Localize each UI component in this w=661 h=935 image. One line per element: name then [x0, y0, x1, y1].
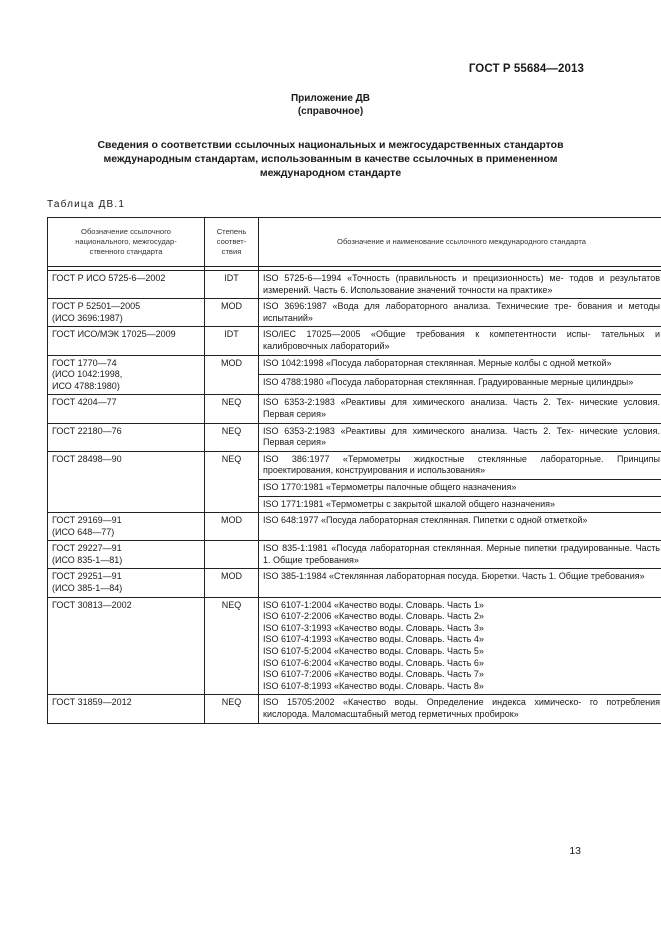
- national-standard-line: ГОСТ 29227—91: [52, 543, 122, 554]
- header-line: Степень: [216, 227, 247, 236]
- national-standard-line: ГОСТ 4204—77: [52, 397, 117, 408]
- cell-national-standard: [48, 355, 205, 395]
- standard-code: ГОСТ Р 55684—2013: [468, 63, 584, 75]
- cell-international-standard: [259, 395, 661, 423]
- international-standard-text: ISO 4788:1980 «Посуда лабораторная стеклянная. Градуированные: [263, 377, 549, 388]
- table-row: [48, 299, 661, 327]
- international-standard-text: нические условия. Первая серия»: [263, 425, 660, 448]
- cell-degree: NEQ: [205, 597, 259, 695]
- appendix-subtitle: (справочное): [297, 106, 364, 117]
- section-title: [60, 138, 601, 180]
- national-standard-line: ГОСТ 28498—90: [52, 453, 122, 464]
- cell-national-standard: [48, 569, 205, 597]
- international-standard-text: точности на практике»: [458, 284, 553, 295]
- international-standard-text: Часть 1. Общие требования»: [521, 571, 645, 582]
- national-standard-line: ГОСТ 22180—76: [52, 425, 122, 436]
- table-caption: Таблица ДВ.1: [47, 199, 126, 210]
- cell-international-standard: [259, 541, 661, 569]
- national-standard-line: ИСО 4788:1980): [52, 380, 120, 391]
- cell-national-standard: [48, 513, 205, 541]
- cell-international-standard: [259, 513, 661, 541]
- international-standard-text: тодов и результатов измерений. Часть 6. Использование значений: [263, 273, 660, 295]
- header-line: Обозначение ссылочного: [81, 227, 171, 236]
- international-standard-text: ISO 1771:1981 «Термометры с закрытой шкалой общего назначения»: [263, 498, 555, 509]
- cell-international-standard: [259, 271, 661, 299]
- international-standard-text: одной меткой»: [549, 357, 612, 368]
- header-line: ствия: [221, 247, 242, 256]
- international-standard-text: пробирок»: [474, 709, 519, 719]
- international-standard-text: ISO 1770:1981 «Термометры палочные общего назначения»: [263, 481, 517, 492]
- section-title-line: международным стандартам, использованным в качестве ссылочных в примененном: [103, 153, 558, 165]
- header-line: ственного стандарта: [89, 247, 163, 256]
- cell-international-standard: [259, 355, 661, 375]
- cell-degree: MOD: [205, 513, 259, 541]
- national-standard-line: ГОСТ 29169—91: [52, 515, 122, 526]
- international-standard-text: ISO 6107-5:2004 «Качество воды. Словарь. Часть 5»: [263, 646, 484, 657]
- national-standard-line: (ИСО 648—77): [52, 526, 115, 537]
- international-standard-text: ISO 6107-7:2006 «Качество воды. Словарь. Часть 7»: [263, 669, 484, 680]
- cell-international-standard: [259, 375, 661, 395]
- national-standard-line: (ИСО 385-1—84): [52, 583, 123, 594]
- international-standard-text: градуированные. Часть 1. Общие требования»: [263, 543, 660, 565]
- national-standard-line: ГОСТ Р ИСО 5725-6—2002: [52, 273, 166, 283]
- cell-international-standard: [259, 597, 661, 695]
- cell-degree: NEQ: [205, 395, 259, 423]
- international-standard-text: ISO 648:1977 «Посуда лабораторная стеклянная. Пипетки с одной: [263, 515, 542, 526]
- section-title-line: международном стандарте: [259, 167, 402, 179]
- cell-degree: MOD: [205, 355, 259, 395]
- international-standard-text: отметкой»: [544, 515, 588, 526]
- cell-international-standard: [259, 569, 661, 597]
- cell-national-standard: [48, 695, 205, 723]
- table-row: [48, 327, 661, 355]
- header-line: национального, межгосудар-: [75, 237, 177, 246]
- cell-degree: [205, 541, 259, 569]
- table-row: [48, 541, 661, 569]
- cell-national-standard: [48, 451, 205, 512]
- international-standard-text: ISO 15705:2002 «Качество воды. Определение индекса химическо-: [263, 697, 582, 708]
- appendix-title: Приложение ДВ: [290, 93, 371, 104]
- international-standard-text: ISO 6107-6:2004 «Качество воды. Словарь. Часть 6»: [263, 657, 484, 668]
- cell-degree: MOD: [205, 569, 259, 597]
- table-row: [48, 695, 661, 723]
- cell-international-standard: [259, 451, 661, 479]
- national-standard-line: (ИСО 3696:1987): [52, 312, 123, 323]
- cell-international-standard: [259, 327, 661, 355]
- cell-degree: NEQ: [205, 423, 259, 451]
- cell-international-standard: [259, 695, 661, 723]
- table-body: [48, 271, 661, 724]
- international-standard-text: ISO 386:1977 «Термометры жидкостные стеклянные лабораторные.: [263, 453, 604, 464]
- header-national: [48, 218, 205, 267]
- cell-national-standard: [48, 327, 205, 355]
- international-standard-text: ISO/IEC 17025—2005 «Общие требования к компетентности испы-: [263, 329, 591, 340]
- cell-international-standard: [259, 423, 661, 451]
- international-standard-text: ISO 5725-6—1994 «Точность (правильность и прецизионность) ме-: [263, 273, 564, 283]
- national-standard-line: (ИСО 1042:1998,: [52, 369, 123, 380]
- international-standard-text: тательных и калибровочных лабораторий»: [263, 329, 660, 351]
- cell-national-standard: [48, 271, 205, 299]
- international-standard-text: ISO 6107-8:1993 «Качество воды. Словарь. Часть 8»: [263, 680, 484, 691]
- international-standard-text: ISO 835-1:1981 «Посуда лабораторная стеклянная. Мерные пипетки: [263, 543, 557, 554]
- national-standard-line: ГОСТ 29251—91: [52, 571, 122, 582]
- cell-national-standard: [48, 395, 205, 423]
- cell-international-standard: [259, 479, 661, 496]
- table-row: [48, 271, 661, 299]
- national-standard-line: ГОСТ ИСО/МЭК 17025—2009: [52, 329, 176, 340]
- international-standard-text: мерные цилиндры»: [550, 377, 634, 388]
- header-line: соответ-: [216, 237, 247, 246]
- table-row: [48, 569, 661, 597]
- cell-degree: MOD: [205, 299, 259, 327]
- table-row: [48, 355, 661, 375]
- national-standard-line: (ИСО 835-1—81): [52, 554, 123, 565]
- international-standard-text: бования и методы испытаний»: [263, 301, 660, 323]
- international-standard-text: ISO 385-1:1984 «Стеклянная лабораторная посуда. Бюретки.: [263, 571, 520, 582]
- header-international: Обозначение и наименование ссылочного международного стандарта: [259, 218, 661, 267]
- national-standard-line: ГОСТ 30813—2002: [52, 599, 132, 610]
- cell-degree: IDT: [205, 271, 259, 299]
- table-row: [48, 597, 661, 695]
- header-degree: [205, 218, 259, 267]
- international-standard-text: ISO 3696:1987 «Вода для лабораторного анализа. Технические тре-: [263, 301, 572, 312]
- cell-degree: NEQ: [205, 695, 259, 723]
- national-standard-line: ГОСТ Р 52501—2005: [52, 301, 141, 312]
- international-standard-text: Принципы проектирования, конструирования и использования»: [263, 453, 660, 476]
- cell-national-standard: [48, 597, 205, 695]
- international-standard-text: нические условия. Первая серия»: [263, 397, 660, 419]
- cell-degree: IDT: [205, 327, 259, 355]
- international-standard-text: ISO 1042:1998 «Посуда лабораторная стеклянная. Мерные колбы с: [263, 357, 548, 368]
- cell-international-standard: [259, 496, 661, 513]
- international-standard-text: ISO 6107-1:2004 «Качество воды. Словарь. Часть 1»: [263, 599, 484, 610]
- international-standard-text: ISO 6353-2:1983 «Реактивы для химического анализа. Часть 2. Тех-: [263, 425, 574, 436]
- international-standard-text: ISO 6107-4:1993 «Качество воды. Словарь. Часть 4»: [263, 634, 484, 645]
- table-row: [48, 451, 661, 479]
- table-row: [48, 513, 661, 541]
- table-header-row: [48, 218, 661, 267]
- cell-degree: NEQ: [205, 451, 259, 512]
- correspondence-table: [47, 217, 661, 724]
- international-standard-text: ISO 6107-2:2006 «Качество воды. Словарь. Часть 2»: [263, 611, 484, 622]
- national-standard-line: ГОСТ 1770—74: [52, 357, 117, 368]
- appendix-heading: [0, 92, 661, 118]
- international-standard-text: ISO 6107-3:1993 «Качество воды. Словарь. Часть 3»: [263, 622, 484, 633]
- page-number: 13: [569, 845, 581, 857]
- cell-international-standard: [259, 299, 661, 327]
- cell-national-standard: [48, 299, 205, 327]
- international-standard-text: го потребления кислорода. Маломасштабный метод герметичных: [263, 697, 660, 719]
- national-standard-line: ГОСТ 31859—2012: [52, 697, 132, 708]
- cell-national-standard: [48, 541, 205, 569]
- table-row: [48, 395, 661, 423]
- international-standard-text: ISO 6353-2:1983 «Реактивы для химического анализа. Часть 2. Тех-: [263, 397, 574, 408]
- table-row: [48, 423, 661, 451]
- cell-national-standard: [48, 423, 205, 451]
- section-title-line: Сведения о соответствии ссылочных национальных и межгосударственных стандартов: [97, 139, 564, 151]
